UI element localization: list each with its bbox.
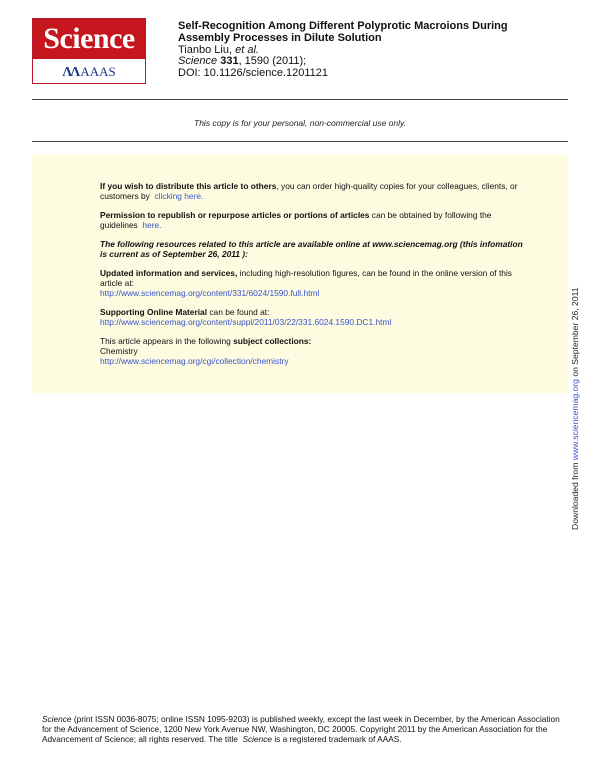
copyright-footer: Science (print ISSN 0036-8075; online ISSN 1095-9203) is published weekly, except the last week in December, by the American Association for the Advancement of Science, 1200 New York Avenue NW, Washington, DC 20005. Copyright 2011 by the American Association for the Advancement of Science; all rights reserved. The title Science is a registered trademark of AAAS. bbox=[42, 714, 560, 745]
aaas-logo-icon: ΛΛ bbox=[62, 65, 79, 80]
supporting-material-block: Supporting Online Material can be found at: http://www.sciencemag.org/content/suppl/2011/03/22/331.6024.1590.DC1.html bbox=[100, 307, 392, 327]
article-citation: Science 331, 1590 (2011); bbox=[178, 55, 307, 68]
permission-block: Permission to republish or repurpose articles or portions of articles can be obtained by following the guidelines here. bbox=[100, 210, 492, 230]
personal-use-note: This copy is for your personal, non-commercial use only. bbox=[194, 118, 406, 128]
supporting-material-link[interactable]: http://www.sciencemag.org/content/suppl/2011/03/22/331.6024.1590.DC1.html bbox=[100, 317, 392, 327]
clicking-here-link[interactable]: clicking here. bbox=[154, 191, 204, 201]
download-stamp: Downloaded from www.sciencemag.org on September 26, 2011 bbox=[570, 287, 580, 530]
article-authors: Tianbo Liu, et al. bbox=[178, 43, 259, 56]
sciencemag-link[interactable]: www.sciencemag.org bbox=[570, 379, 580, 461]
updated-info-block: Updated information and services, including high-resolution figures, can be found in the online version of this article at: http://www.sciencemag.org/content/331/6024/1590.full.html bbox=[100, 268, 512, 298]
aaas-wordmark: ΛΛ AAAS bbox=[33, 61, 145, 83]
article-title: Self-Recognition Among Different Polyprotic Macroions During Assembly Processes in Dilute Solution bbox=[178, 20, 508, 44]
second-divider bbox=[32, 141, 568, 142]
distribute-block: If you wish to distribute this article to others, you can order high-quality copies for your colleagues, clients, or customers by clicking here. bbox=[100, 181, 518, 201]
collections-block: This article appears in the following subject collections: Chemistry http://www.sciencemag.org/cgi/collection/chemistry bbox=[100, 336, 312, 366]
full-text-link[interactable]: http://www.sciencemag.org/content/331/6024/1590.full.html bbox=[100, 288, 320, 298]
info-panel bbox=[32, 155, 568, 393]
collection-link[interactable]: http://www.sciencemag.org/cgi/collection/chemistry bbox=[100, 356, 289, 366]
article-doi: DOI: 10.1126/science.1201121 bbox=[178, 67, 329, 80]
resources-heading: The following resources related to this article are available online at www.sciencemag.org (this infomation is current as of September 26, 2011 ): bbox=[100, 239, 523, 259]
article-header bbox=[178, 21, 558, 80]
top-divider bbox=[32, 99, 568, 100]
science-logo bbox=[32, 18, 146, 84]
here-link[interactable]: here. bbox=[142, 220, 162, 230]
science-wordmark: Science bbox=[33, 19, 145, 59]
